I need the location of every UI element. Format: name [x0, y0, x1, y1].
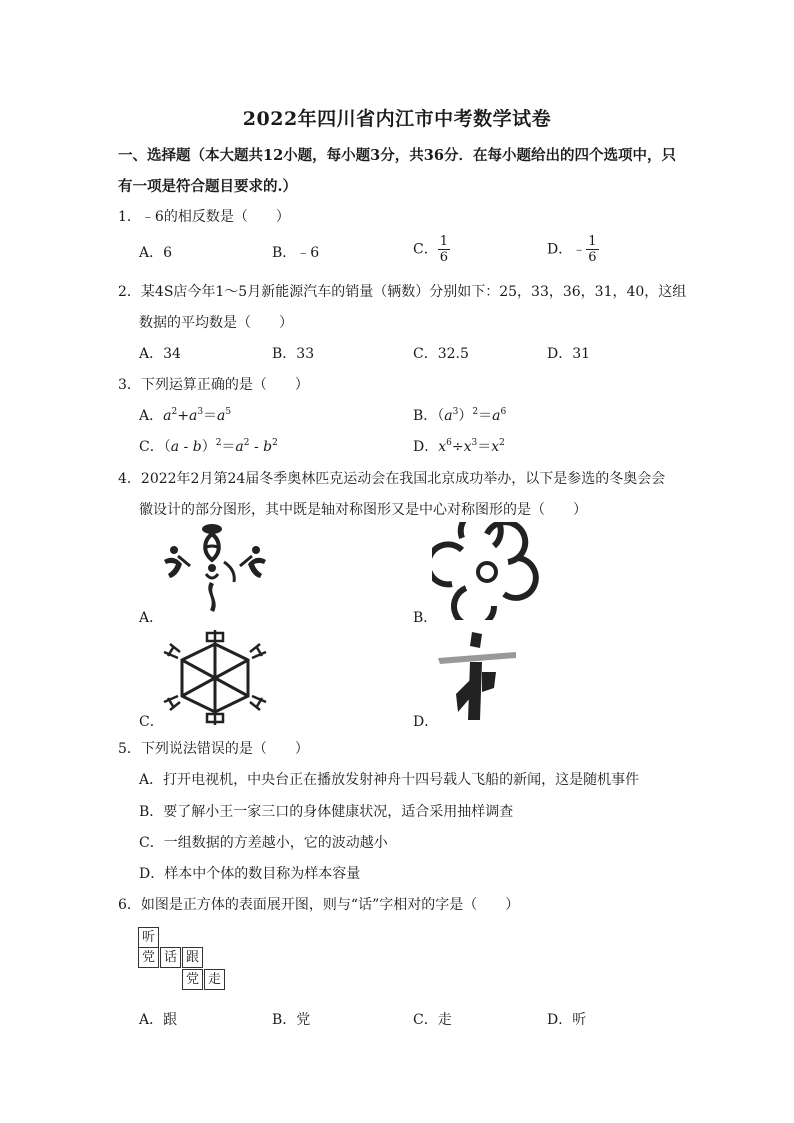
q4-option-c: C．	[139, 714, 164, 730]
fraction-numerator: 1	[588, 234, 597, 249]
q5-option-b: B．要了解小王一家三口的身体健康状况，适合采用抽样调查	[139, 804, 514, 820]
q3-option-d-label: D．	[413, 439, 439, 455]
net-cell: 党	[138, 947, 159, 968]
emblem-c-figure	[160, 630, 270, 725]
q5-option-c: C．一组数据的方差越小，它的波动越小	[139, 835, 388, 851]
q3-option-d	[413, 436, 505, 456]
q2-option-b: B．33	[272, 346, 315, 362]
q1-option-b: B．﹣6	[272, 245, 320, 261]
q3-option-c-math: $(a - b)^2=a^2 - b^2$	[163, 438, 278, 455]
emblem-b-figure	[432, 522, 542, 620]
q3-option-c	[139, 436, 278, 456]
fraction-denominator: 6	[439, 250, 448, 265]
q3-option-a-math: $a^2+a^3=a^5$	[163, 407, 232, 424]
q1-option-d-fraction	[586, 234, 598, 265]
question-1-stem: 1．﹣6的相反数是（ ）	[118, 209, 290, 225]
net-cell: 走	[204, 969, 225, 990]
q3-option-a	[139, 405, 231, 425]
question-2-stem-line1: 2．某4S店今年1～5月新能源汽车的销量（辆数）分别如下：25，33，36，31，40，这组	[118, 284, 687, 300]
q1-option-c	[413, 234, 450, 265]
q2-option-c: C．32.5	[413, 346, 469, 362]
q2-option-a: A．34	[139, 346, 181, 362]
q4-option-a: A．	[139, 610, 164, 626]
q6-option-b: B．党	[272, 1012, 311, 1028]
q1-option-d	[547, 234, 599, 265]
q1-option-a: A．6	[139, 245, 173, 261]
q4-option-b: B．	[413, 610, 438, 626]
page-title: 2022年四川省内江市中考数学试卷	[242, 108, 552, 130]
question-5-stem: 5．下列说法错误的是（ ）	[118, 741, 309, 757]
emblem-d-figure	[436, 628, 520, 720]
q1-option-c-fraction	[438, 234, 450, 265]
question-4-stem-line2: 徽设计的部分图形，其中既是轴对称图形又是中心对称图形的是（ ）	[139, 502, 587, 518]
question-2-stem-line2: 数据的平均数是（ ）	[139, 315, 293, 331]
q6-option-a: A．跟	[139, 1012, 178, 1028]
q1-option-d-label: D．﹣	[547, 241, 587, 258]
net-cell: 党	[182, 969, 203, 990]
q3-option-d-math: $x^6\div x^3=x^2$	[438, 438, 505, 455]
question-3-stem: 3．下列运算正确的是（ ）	[118, 377, 309, 393]
q5-option-d: D．样本中个体的数目称为样本容量	[139, 866, 361, 882]
q3-option-b	[413, 405, 506, 425]
q2-option-d: D．31	[547, 346, 591, 362]
q3-option-b-math: $(a^3)^2=a^6$	[437, 407, 507, 424]
q5-option-a: A．打开电视机，中央台正在播放发射神舟十四号载人飞船的新闻，这是随机事件	[139, 772, 640, 788]
section-header: 一、选择题（本大题共12小题，每小题3分，共36分．在每小题给出的四个选项中，只有一项是符合题目要求的.）	[118, 147, 676, 195]
question-4-stem-line1: 4．2022年2月第24届冬季奥林匹克运动会在我国北京成功举办，以下是参选的冬奥会会	[118, 471, 666, 487]
net-cell: 话	[160, 947, 181, 968]
q4-option-d: D．	[413, 714, 439, 730]
question-6-stem: 6．如图是正方体的表面展开图，则与“话”字相对的字是（ ）	[118, 897, 520, 913]
q3-option-b-label: B．	[413, 408, 438, 424]
q6-option-d: D．听	[547, 1012, 587, 1028]
fraction-numerator: 1	[439, 234, 448, 249]
net-cell: 听	[138, 927, 159, 948]
fraction-denominator: 6	[588, 250, 597, 265]
q3-option-c-label: C．	[139, 439, 164, 455]
emblem-a-figure	[160, 520, 270, 620]
net-cell: 跟	[182, 947, 203, 968]
q3-option-a-label: A．	[139, 408, 164, 424]
q6-option-c: C．走	[413, 1012, 452, 1028]
q1-option-c-label: C．	[413, 241, 438, 258]
